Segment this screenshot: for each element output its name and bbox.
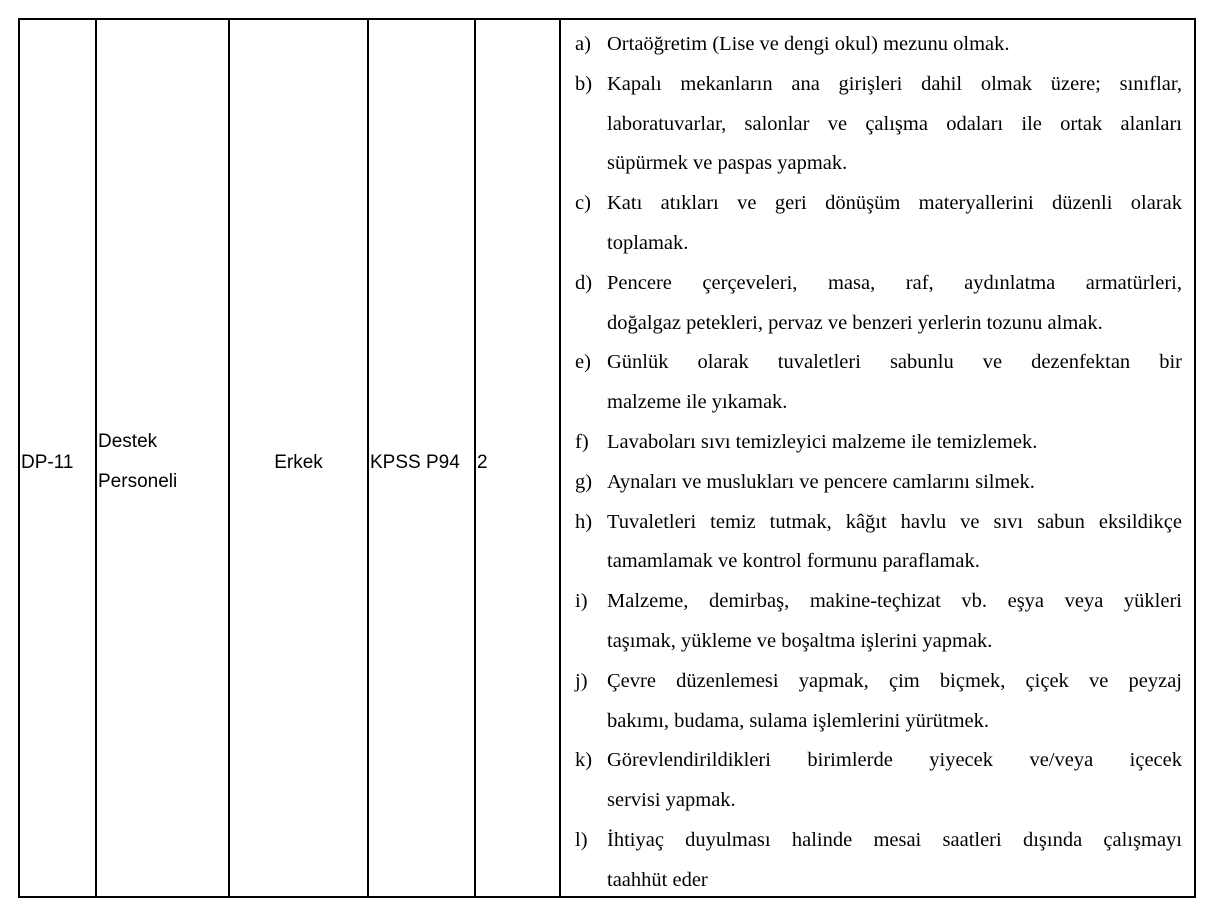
duty-label: g) <box>575 470 593 493</box>
duty-item <box>560 741 1196 821</box>
duty-label: a) <box>575 33 591 55</box>
duty-text-line: süpürmek ve paspas yapmak. <box>607 152 848 175</box>
duty-text-line: Çevre düzenlemesi yapmak, çim biçmek, çiçek ve peyzaj <box>607 669 1182 692</box>
duty-text-line: Malzeme, demirbaş, makine-teçhizat vb. eşya veya yükleri <box>607 590 1182 613</box>
duty-text-line: İhtiyaç duyulması halinde mesai saatleri dışında çalışmayı <box>607 828 1182 851</box>
duty-text-line: Lavaboları sıvı temizleyici malzeme ile temizlemek. <box>607 430 1038 453</box>
duty-item <box>560 423 1196 463</box>
duty-text-line: Kapalı mekanların ana girişleri dahil olmak üzere; sınıflar, <box>607 72 1182 95</box>
duty-text-line: Ortaöğretim (Lise ve dengi okul) mezunu olmak. <box>607 33 1010 55</box>
duty-item <box>560 821 1196 901</box>
duty-item <box>560 184 1196 264</box>
duty-item <box>560 343 1196 423</box>
exam-score-type: KPSS P94 <box>370 452 460 473</box>
duty-text-line: taahhüt eder <box>607 868 708 891</box>
duty-text-line: toplamak. <box>607 231 689 254</box>
column-divider <box>95 18 97 898</box>
duty-text-line: Katı atıkları ve geri dönüşüm materyallerini düzenli olarak <box>607 192 1182 215</box>
column-divider <box>474 18 476 898</box>
duty-label: l) <box>575 828 588 851</box>
duty-label: k) <box>575 749 593 772</box>
duty-text-line: tamamlamak ve kontrol formunu paraflamak. <box>607 550 980 573</box>
duty-label: h) <box>575 510 593 533</box>
duty-label: f) <box>575 430 589 453</box>
duty-text-line: Pencere çerçeveleri, masa, raf, aydınlatma armatürleri, <box>607 271 1182 294</box>
duty-text-line: servisi yapmak. <box>607 789 736 812</box>
duty-text-line: laboratuvarlar, salonlar ve çalışma odaları ile ortak alanları <box>607 112 1182 135</box>
duty-text-line: doğalgaz petekleri, pervaz ve benzeri yerlerin tozunu almak. <box>607 311 1103 334</box>
duty-text-line: Tuvaletleri temiz tutmak, kâğıt havlu ve sıvı sabun eksildikçe <box>607 510 1182 533</box>
duty-item <box>560 582 1196 662</box>
position-title-line-2: Personeli <box>98 471 178 492</box>
duty-item <box>560 264 1196 344</box>
duty-text-line: Görevlendirildikleri birimlerde yiyecek ve/veya içecek <box>607 749 1182 772</box>
position-code: DP-11 <box>21 452 74 473</box>
duty-item <box>560 662 1196 742</box>
duty-text-line: bakımı, budama, sulama işlemlerini yürütmek. <box>607 709 990 732</box>
duty-text-line: Aynaları ve muslukları ve pencere camlarını silmek. <box>607 470 1035 493</box>
duty-label: e) <box>575 351 591 374</box>
duty-text-line: Günlük olarak tuvaletleri sabunlu ve dezenfektan bir <box>607 351 1182 374</box>
position-title-line-1: Destek <box>98 431 158 452</box>
duty-text-line: taşımak, yükleme ve boşaltma işlerini yapmak. <box>607 629 993 652</box>
duty-item <box>560 65 1196 184</box>
duty-text-line: malzeme ile yıkamak. <box>607 391 788 414</box>
duty-label: d) <box>575 271 593 294</box>
duty-label: c) <box>575 192 591 215</box>
duty-label: b) <box>575 72 593 95</box>
duty-item <box>560 25 1196 65</box>
gender: Erkek <box>274 452 323 473</box>
duty-list <box>560 25 1196 901</box>
duty-label: j) <box>575 669 588 692</box>
duty-item <box>560 463 1196 503</box>
position-count: 2 <box>477 452 488 473</box>
duty-item <box>560 503 1196 583</box>
duty-label: i) <box>575 590 588 613</box>
